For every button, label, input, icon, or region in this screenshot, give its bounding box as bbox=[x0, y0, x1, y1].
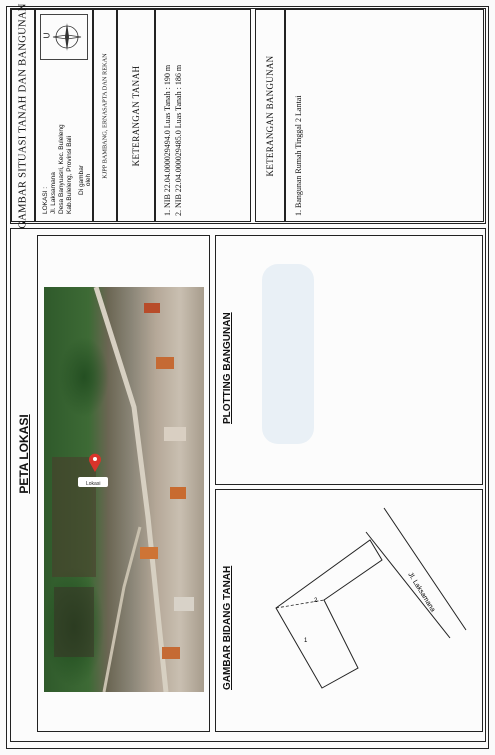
building-info-item-1: 1. Bangunan Rumah Tinggal 2 Lantai bbox=[294, 95, 303, 216]
title-cell bbox=[11, 2, 35, 229]
building-info-cell bbox=[285, 9, 484, 222]
location-text bbox=[42, 64, 74, 214]
north-label: U bbox=[42, 32, 52, 39]
parcel-outline bbox=[276, 540, 382, 688]
rice-field bbox=[52, 457, 96, 577]
parcel-label-1: 1 bbox=[304, 638, 308, 644]
main-road bbox=[96, 287, 166, 692]
drawn-by-label: Di gambar oleh bbox=[78, 165, 92, 195]
roof bbox=[144, 303, 160, 313]
location-line-regency: Kab.Buleleng, Provinsi Bali bbox=[66, 135, 73, 214]
drawing-title: GAMBAR SITUASI TANAH DAN BANGUNAN bbox=[17, 2, 29, 229]
roof bbox=[162, 647, 180, 659]
land-info-item-1: 1. NIB 22.04.000029494.0 Luas Tanah : 190 m bbox=[163, 64, 172, 216]
building-plot-panel bbox=[215, 235, 483, 485]
roof bbox=[156, 357, 174, 369]
street-label: Jl. Laksamana bbox=[406, 571, 437, 614]
location-marker-label: Lokasi bbox=[86, 481, 101, 487]
building-plot-title: PLOTTING BANGUNAN bbox=[222, 312, 233, 424]
rice-field bbox=[54, 587, 94, 657]
location-label: LOKASI : bbox=[42, 186, 49, 214]
roof bbox=[174, 597, 194, 611]
road-edge-right bbox=[384, 508, 466, 630]
north-arrow-box bbox=[40, 14, 88, 60]
roof bbox=[164, 427, 186, 441]
land-info-heading-cell bbox=[117, 9, 155, 222]
location-map-title-strip bbox=[11, 229, 37, 740]
title-block bbox=[10, 2, 486, 229]
building-info-heading: KETERANGAN BANGUNAN bbox=[265, 55, 275, 176]
satellite-map-image bbox=[44, 287, 204, 692]
land-parcel-title: GAMBAR BIDANG TANAH bbox=[222, 565, 233, 690]
building-info-heading-cell bbox=[255, 9, 285, 222]
land-info-cell bbox=[155, 9, 251, 222]
watermark-stripe bbox=[262, 264, 314, 444]
road-edge-left bbox=[366, 532, 450, 638]
roof bbox=[140, 547, 158, 559]
land-parcel-panel bbox=[215, 489, 483, 732]
land-info-item-2: 2. NIB 22.04.000029485.0 Luas Tanah : 186 m bbox=[174, 64, 183, 216]
location-cell bbox=[35, 9, 93, 222]
drawn-by-value: KJPP BAMBANG, ERNASAPTA DAN REKAN bbox=[101, 52, 109, 179]
roof bbox=[170, 487, 186, 499]
location-line-village: Desa Banyuasri, Kec. Buleleng bbox=[58, 124, 65, 214]
land-info-heading: KETERANGAN TANAH bbox=[131, 65, 141, 166]
parcel-label-2: 2 bbox=[314, 598, 318, 604]
drawn-by-cell bbox=[93, 9, 117, 222]
land-info-list bbox=[162, 65, 184, 216]
location-line-street: Jl. Laksamana bbox=[50, 172, 57, 214]
side-road bbox=[104, 527, 140, 692]
parcel-sketch bbox=[216, 490, 482, 731]
location-map-title: PETA LOKASI bbox=[17, 414, 31, 494]
